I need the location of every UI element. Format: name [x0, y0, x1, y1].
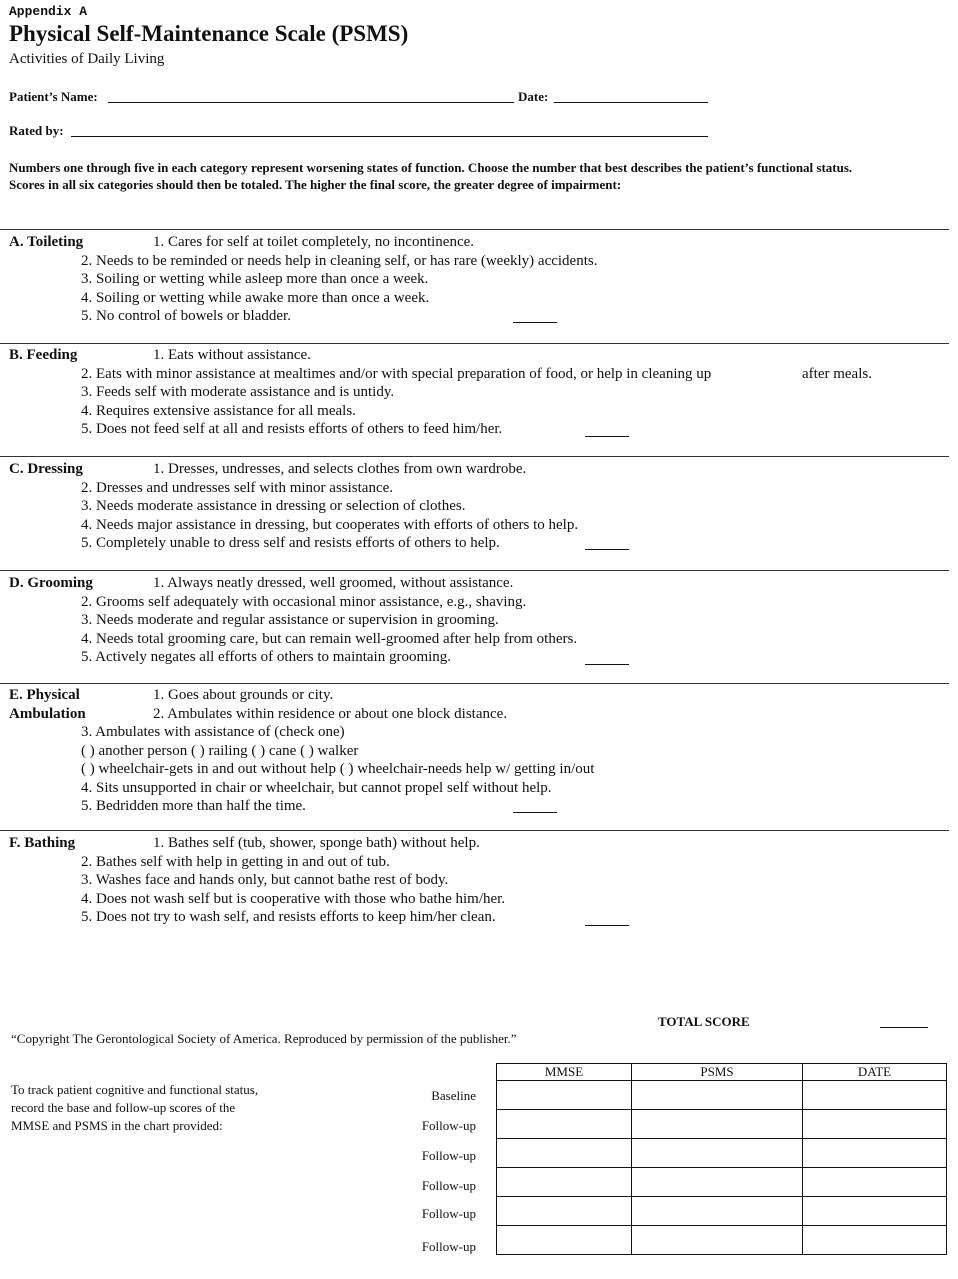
section-heading: B. Feeding — [9, 347, 78, 363]
score-cell[interactable] — [803, 1168, 947, 1197]
scale-item: 5. No control of bowels or bladder. — [81, 308, 291, 324]
scale-item: 2. Grooms self adequately with occasional minor assistance, e.g., shaving. — [81, 593, 527, 610]
scale-item: 2. Eats with minor assistance at mealtimes and/or with special preparation of food, or help in cleaning up — [81, 365, 712, 382]
section-heading: Ambulation — [9, 705, 86, 722]
rated-by-label: Rated by: — [9, 123, 64, 138]
scale-item: 1. Goes about grounds or city. — [153, 687, 334, 703]
table-row — [497, 1110, 947, 1139]
scale-item: 4. Needs total grooming care, but can remain well-groomed after help from others. — [81, 630, 578, 647]
section-heading: D. Grooming — [9, 575, 93, 591]
section-heading: E. Physical — [9, 687, 80, 703]
column-header: MMSE — [497, 1064, 632, 1081]
score-field[interactable] — [585, 549, 629, 550]
scale-item: 4. Needs major assistance in dressing, but cooperates with efforts of others to help. — [81, 516, 579, 533]
scale-item: 4. Requires extensive assistance for all meals. — [81, 402, 356, 419]
score-cell[interactable] — [803, 1139, 947, 1168]
score-cell[interactable] — [497, 1168, 632, 1197]
section-divider — [0, 683, 949, 684]
section-divider — [0, 343, 949, 344]
scale-item: 1. Always neatly dressed, well groomed, without assistance. — [153, 575, 514, 591]
score-field[interactable] — [513, 812, 557, 813]
scale-item: 5. Does not feed self at all and resists efforts of others to feed him/her. — [81, 421, 503, 437]
scale-item: 3. Washes face and hands only, but cannot bathe rest of body. — [81, 872, 449, 888]
score-cell[interactable] — [497, 1081, 632, 1110]
section-divider — [0, 456, 949, 457]
scale-item: 5. Bedridden more than half the time. — [81, 798, 306, 814]
table-row — [497, 1139, 947, 1168]
score-cell[interactable] — [632, 1110, 803, 1139]
page-subtitle: Activities of Daily Living — [9, 51, 165, 67]
score-tracking-table — [496, 1063, 947, 1255]
scale-item: 4. Soiling or wetting while awake more than once a week. — [81, 289, 430, 306]
scale-item: 3. Feeds self with moderate assistance and is untidy. — [81, 384, 395, 400]
table-row — [497, 1168, 947, 1197]
row-label: Follow-up — [421, 1239, 476, 1254]
score-cell[interactable] — [497, 1226, 632, 1255]
copyright-notice: “Copyright The Gerontological Society of America. Reproduced by permission of the publisher.” — [11, 1031, 517, 1046]
score-field[interactable] — [513, 322, 557, 323]
checkbox-option-line[interactable]: ( ) wheelchair-gets in and out without help ( ) wheelchair-needs help w/ getting in/out — [81, 761, 595, 777]
patient-name-field[interactable] — [108, 102, 514, 103]
score-cell[interactable] — [497, 1139, 632, 1168]
scale-item: 3. Needs moderate and regular assistance or supervision in grooming. — [81, 612, 499, 628]
scale-item: 5. Does not try to wash self, and resists efforts to keep him/her clean. — [81, 909, 496, 925]
column-header: PSMS — [632, 1064, 803, 1081]
scale-item: 2. Dresses and undresses self with minor assistance. — [81, 479, 394, 496]
scale-item: 5. Completely unable to dress self and resists efforts of others to help. — [81, 535, 500, 551]
score-cell[interactable] — [803, 1226, 947, 1255]
row-label: Follow-up — [421, 1118, 476, 1133]
row-label: Follow-up — [421, 1206, 476, 1221]
score-field[interactable] — [585, 925, 629, 926]
checkbox-option-line[interactable]: ( ) another person ( ) railing ( ) cane ( ) walker — [81, 742, 359, 759]
table-row — [497, 1197, 947, 1226]
table-row — [497, 1081, 947, 1110]
score-cell[interactable] — [632, 1197, 803, 1226]
score-cell[interactable] — [803, 1197, 947, 1226]
scale-item: 1. Cares for self at toilet completely, no incontinence. — [153, 234, 475, 250]
date-field[interactable] — [554, 102, 708, 103]
row-label: Baseline — [431, 1088, 476, 1103]
section-heading: F. Bathing — [9, 835, 76, 851]
date-label: Date: — [518, 89, 549, 104]
scale-item-continuation: after meals. — [802, 365, 872, 382]
row-label: Follow-up — [421, 1178, 476, 1193]
score-cell[interactable] — [803, 1110, 947, 1139]
scale-item: 2. Needs to be reminded or needs help in cleaning self, or has rare (weekly) accidents. — [81, 252, 598, 269]
score-cell[interactable] — [632, 1226, 803, 1255]
instructions-line-2: Scores in all six categories should then be totaled. The higher the final score, the greater degree of impairment: — [9, 177, 622, 192]
scale-item: 3. Ambulates with assistance of (check one) — [81, 724, 345, 740]
section-heading: C. Dressing — [9, 461, 83, 477]
scale-item: 4. Sits unsupported in chair or wheelchair, but cannot propel self without help. — [81, 779, 552, 796]
table-row — [497, 1226, 947, 1255]
score-cell[interactable] — [632, 1168, 803, 1197]
scale-item: 1. Bathes self (tub, shower, sponge bath) without help. — [153, 835, 480, 851]
tracking-note: To track patient cognitive and functional status, record the base and follow-up scores of the MMSE and PSMS in the chart provided: — [11, 1082, 259, 1133]
section-heading: A. Toileting — [9, 234, 84, 250]
scale-item: 3. Soiling or wetting while asleep more than once a week. — [81, 271, 429, 287]
total-score-label: TOTAL SCORE — [658, 1014, 750, 1029]
score-cell[interactable] — [632, 1081, 803, 1110]
scale-item: 1. Eats without assistance. — [153, 347, 311, 363]
scale-item: 3. Needs moderate assistance in dressing or selection of clothes. — [81, 498, 466, 514]
score-cell[interactable] — [497, 1110, 632, 1139]
row-label: Follow-up — [421, 1148, 476, 1163]
score-cell[interactable] — [632, 1139, 803, 1168]
scale-item: 2. Ambulates within residence or about one block distance. — [153, 705, 508, 722]
column-header: DATE — [803, 1064, 947, 1081]
scale-item: 1. Dresses, undresses, and selects clothes from own wardrobe. — [153, 461, 527, 477]
section-divider — [0, 229, 949, 230]
section-divider — [0, 830, 949, 831]
rated-by-field[interactable] — [71, 136, 708, 137]
scale-item: 2. Bathes self with help in getting in and out of tub. — [81, 853, 390, 870]
section-divider — [0, 570, 949, 571]
scale-item: 5. Actively negates all efforts of others to maintain grooming. — [81, 649, 452, 665]
score-field[interactable] — [585, 664, 629, 665]
score-field[interactable] — [585, 436, 629, 437]
page-title: Physical Self-Maintenance Scale (PSMS) — [9, 21, 409, 46]
patient-name-label: Patient’s Name: — [9, 89, 98, 104]
appendix-label: Appendix A — [9, 4, 88, 19]
score-cell[interactable] — [497, 1197, 632, 1226]
total-score-field[interactable] — [880, 1027, 928, 1028]
score-cell[interactable] — [803, 1081, 947, 1110]
instructions-line-1: Numbers one through five in each category represent worsening states of function. Choose the number that best describes the patient’s functional status. — [9, 160, 853, 175]
scale-item: 4. Does not wash self but is cooperative with those who bathe him/her. — [81, 890, 506, 907]
